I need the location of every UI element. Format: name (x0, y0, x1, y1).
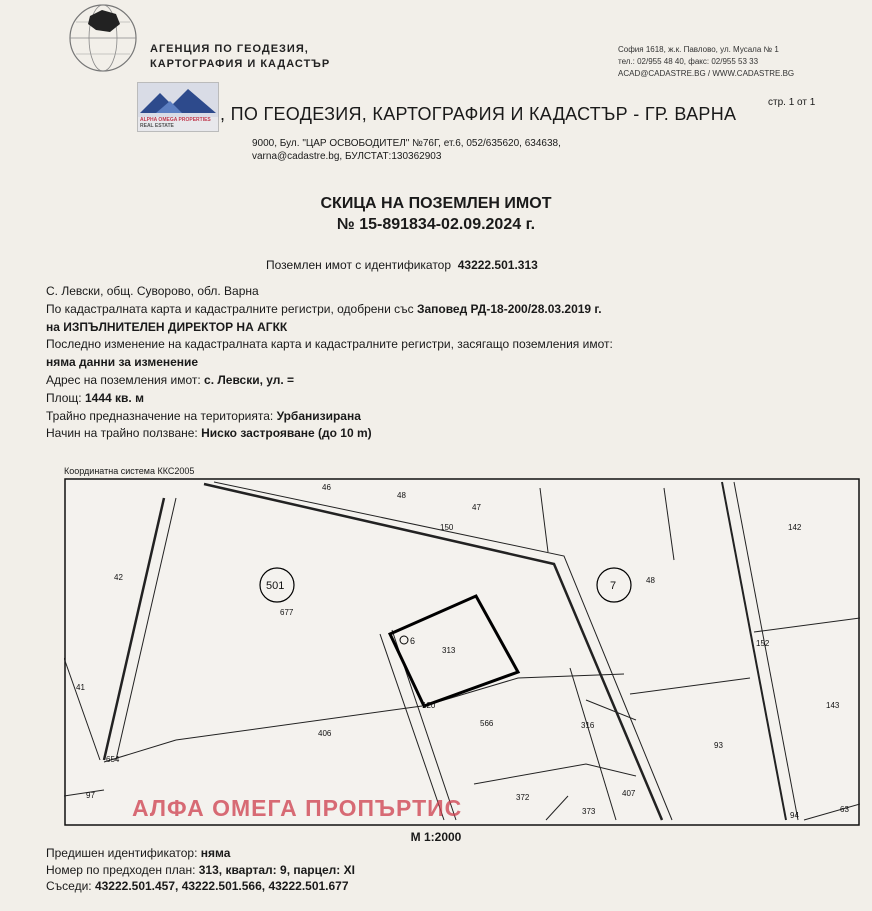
property-info (46, 283, 613, 443)
agency-logo (62, 2, 144, 74)
agency-line-1: АГЕНЦИЯ ПО ГЕОДЕЗИЯ, (150, 43, 309, 55)
approval-authority: на ИЗПЪЛНИТЕЛЕН ДИРЕКТОР НА АГКК (46, 319, 288, 334)
prev-identifier-line (46, 845, 355, 862)
area-line (46, 390, 613, 408)
contact-line-3: ACAD@CADASTRE.BG / WWW.CADASTRE.BG (618, 69, 795, 78)
label-94: 94 (790, 811, 799, 820)
label-677: 677 (280, 608, 294, 617)
approval-order: Заповед РД-18-200/28.03.2019 г. (416, 301, 602, 316)
location-line: С. Левски, общ. Суворово, обл. Варна (46, 284, 259, 298)
purpose-label: Трайно предназначение на територията: (46, 408, 277, 423)
watermark: АЛФА ОМЕГА ПРОПЪРТИС (132, 795, 463, 821)
label-313: 313 (442, 646, 456, 655)
prev-plan-value: 313, квартал: 9, парцел: XI (198, 862, 355, 877)
agency-name (150, 42, 330, 72)
map-scale: М 1:2000 (410, 830, 462, 844)
property-identifier (266, 258, 538, 272)
usage-value: Ниско застрояване (до 10 m) (201, 426, 372, 441)
office-address-line-2: varna@cadastre.bg, БУЛСТАТ:130362903 (252, 151, 442, 162)
label-48b: 48 (646, 576, 655, 585)
label-407: 407 (622, 789, 636, 798)
office-title: , ПО ГЕОДЕЗИЯ, КАРТОГРАФИЯ И КАДАСТЪР - ГР. ВАРНА (220, 104, 737, 124)
label-150: 150 (440, 523, 454, 532)
purpose-value: Урбанизирана (276, 408, 361, 423)
label-501: 501 (266, 580, 285, 592)
address-value: с. Левски, ул. = (204, 372, 295, 387)
prev-identifier-label: Предишен идентификатор: (46, 846, 201, 860)
address-label: Адрес на поземления имот: (46, 372, 205, 387)
label-120: 120 (422, 701, 436, 710)
label-152: 152 (756, 639, 770, 648)
prev-plan-line (46, 862, 355, 879)
label-63: 63 (840, 805, 849, 814)
document-title (0, 193, 872, 235)
sketch-number: № 15-891834-02.09.2024 г. (336, 216, 536, 233)
identifier-value: 43222.501.313 (457, 258, 538, 272)
label-97: 97 (86, 791, 95, 800)
cadastral-map (64, 478, 860, 828)
label-6: 6 (410, 636, 416, 646)
label-47: 47 (472, 503, 481, 512)
label-41: 41 (76, 683, 85, 692)
usage-label: Начин на трайно ползване: (46, 426, 202, 441)
purpose-line (46, 408, 613, 426)
label-566: 566 (480, 719, 494, 728)
contact-line-2: тел.: 02/955 48 40, факс: 02/955 53 33 (618, 57, 759, 66)
label-48: 48 (397, 491, 406, 500)
contact-line-1: София 1618, ж.к. Павлово, ул. Мусала № 1 (618, 45, 779, 54)
page-number: стр. 1 от 1 (768, 97, 816, 108)
identifier-label: Поземлен имот с идентификатор (266, 258, 452, 272)
neighbors-line (46, 878, 355, 895)
approval-prefix: По кадастралната карта и кадастралните регистри, одобрени със (46, 301, 417, 316)
realestate-logo-text (140, 117, 211, 129)
footer-info (46, 845, 355, 895)
label-93: 93 (714, 741, 723, 750)
area-value: 1444 кв. м (84, 390, 144, 405)
label-654: 654 (106, 755, 120, 764)
approval-line (46, 301, 613, 319)
office-address (252, 137, 561, 163)
label-142: 142 (788, 523, 802, 532)
neighbors-value: 43222.501.457, 43222.501.566, 43222.501.677 (94, 879, 349, 893)
last-change-value (46, 354, 613, 372)
label-372: 372 (516, 793, 530, 802)
approval-by (46, 319, 613, 337)
prev-plan-label: Номер по предходен план: (46, 862, 199, 877)
label-46: 46 (322, 483, 331, 492)
agency-line-2: КАРТОГРАФИЯ И КАДАСТЪР (150, 58, 331, 70)
label-373: 373 (582, 807, 596, 816)
neighbors-label: Съседи: (46, 879, 95, 893)
label-316: 316 (581, 721, 595, 730)
label-406: 406 (318, 729, 332, 738)
label-7: 7 (610, 580, 617, 592)
sketch-title: СКИЦА НА ПОЗЕМЛЕН ИМОТ (320, 195, 552, 212)
office-address-line-1: 9000, Бул. "ЦАР ОСВОБОДИТЕЛ" №76Г, ет.6, 052/635620, 634638, (252, 138, 561, 149)
prev-identifier-value: няма (200, 846, 231, 860)
label-42: 42 (114, 573, 123, 582)
last-change-text: няма данни за изменение (46, 355, 199, 370)
logo-brand-text: ALPHA OMEGA PROPERTIES (140, 117, 211, 123)
area-label: Площ: (46, 390, 85, 405)
last-change-label: Последно изменение на кадастралната карта и кадастралните регистри, засягащо поземления имот: (46, 337, 613, 352)
label-143: 143 (826, 701, 840, 710)
logo-sub-text: REAL ESTATE (140, 123, 174, 129)
coordinate-system: Координатна система ККС2005 (64, 466, 195, 476)
mountain-logo-icon (138, 83, 218, 117)
map-frame (65, 479, 859, 825)
agency-contacts (618, 44, 794, 80)
address-line (46, 372, 613, 390)
usage-line (46, 425, 613, 443)
